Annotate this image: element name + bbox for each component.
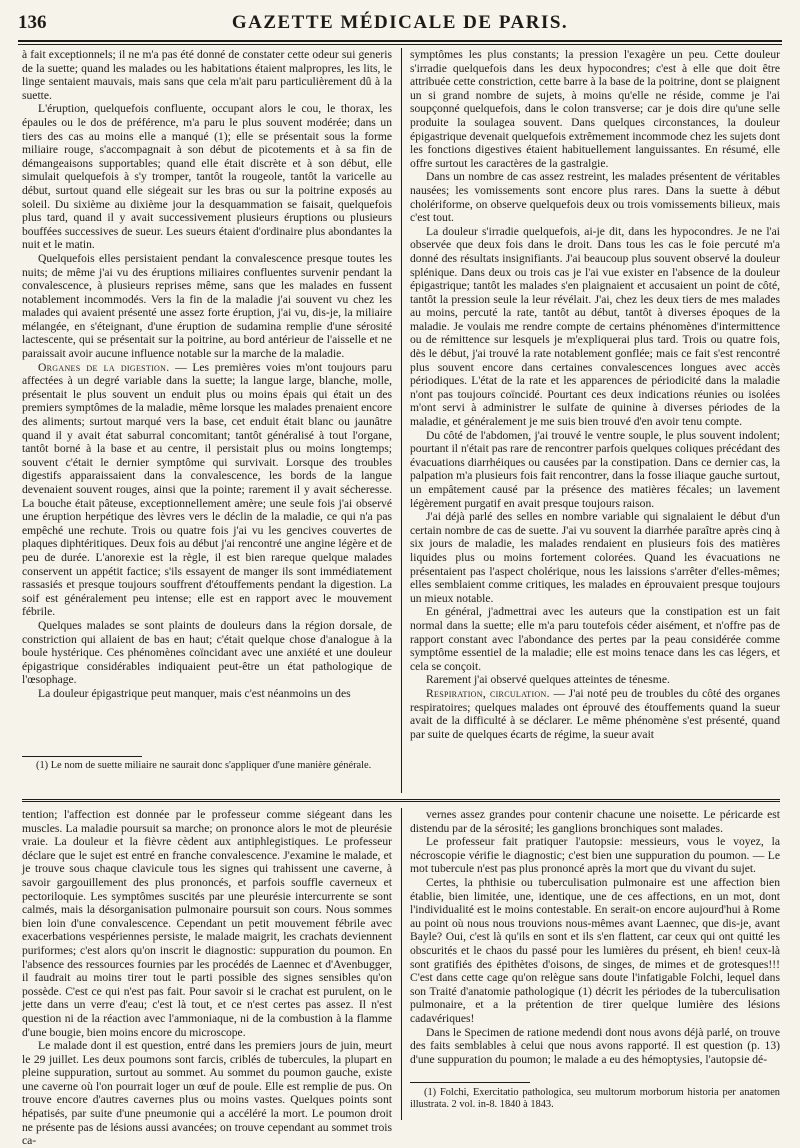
paragraph: à fait exceptionnels; il ne m'a pas été donné de constater cette odeur sui generis de la suette; quand les malades ou les habitations étaient malpropres, les lits, le linge sentaient mauvais, mais sans que cela m'ait paru particulièrement dû à la suette. bbox=[22, 48, 392, 102]
section-paragraph-respiration bbox=[410, 687, 780, 741]
paragraph: Rarement j'ai observé quelques atteintes de ténesme. bbox=[426, 673, 670, 687]
top-left-column bbox=[22, 48, 392, 753]
paragraph: J'ai déjà parlé des selles en nombre variable qui signalaient le début d'un certain nombre de cas de suette. J'ai vu souvent la diarrhée paraître après cinq à six jours de maladie, les malades rendaient en plusieurs fois des matières liquides plus ou moins fortement colorées. Quand les évacuations ne présentaient pas l'aspect cholérique, nous les laissions s'arrêter d'elles-mêmes; elles semblaient comme critiques, les malades en éprouvaient presque toujours un mieux notable. bbox=[410, 510, 780, 605]
paragraph: Dans un nombre de cas assez restreint, les malades présentent de véritables nausées; les vomissements sont encore plus rares. Dans la suette à début cholériforme, on observe quelquefois deux ou trois vomissements bilieux, mais c'est tout. bbox=[410, 170, 780, 225]
paragraph: La douleur épigastrique peut manquer, mais c'est néanmoins un des bbox=[38, 686, 351, 700]
paragraph: La douleur s'irradie quelquefois, ai-je dit, dans les hypocondres. Je ne l'ai observée que deux fois dans le droit. Dans tous les cas le foie percuté m'a donné des résultats insignifiants. J'ai beaucoup plus souvent observé la douleur splénique. Dans deux ou trois cas je l'ai vue exister en l'absence de la douleur épigastrique; tantôt les malades s'en plaignaient et accusaient un point de côté, tantôt la pression seule la leur révélait. J'ai, chez les deux tiers de mes malades au moins, percuté la rate, tantôt au début, tantôt à diverses époques de la maladie. Je voulais me rendre compte de certains phénomènes d'intermittence ou de rémittence sur lesquels je m'expliquerai plus tard. Trois ou quatre fois, dès le début, j'ai trouvé la rate notablement gonflée; mais ce fait s'est rencontré plus souvent encore dans certaines convalescences longues avec accès périodiques. L'état de la rate et les apparences de périodicité dans la maladie n'ont pas toujours coïncidé. Pourtant ces deux indications réunies ou isolées m'ont servi à administrer le sulfate de quinine à diverses périodes de la maladie, et généralement je me suis bien trouvé d'en avoir tenu compte. bbox=[410, 224, 780, 429]
footnote-top-left bbox=[22, 760, 392, 772]
section-paragraph-digestion bbox=[22, 361, 392, 619]
section-heading: Respiration, circulation. bbox=[426, 686, 550, 700]
paragraph: tention; l'affection est donnée par le professeur comme siégeant dans les muscles. La maladie poursuit sa marche; on prononce alors le mot de pleurésie vraie. La douleur et la fièvre cèdent aux antiphlegistiques. Le professeur déclare que le sujet est entré en franche convalescence. J'examine le malade, et je trouve sous chaque clavicule tous les signes qui trahissent une caverne, à savoir gargouillement des plus prononcés, et parfois souffle caverneux et pectoriloquie. Les symptômes suscités par une pleurésie intercurrente se sont calmés, mais la désorganisation pulmonaire poursuit son cours. Nous sommes bien loin d'une convalescence. Cependant un petit mouvement fébrile avec exacerbations vespériennes persiste, le malade maigrit, les crachats deviennent puriformes; c'est alors qu'on inscrit le diagnostic: suppuration du poumon. En l'absence des ressources fournies par les procédés de Laennec et d'Avenbugger, il faudrait au moins tirer tout le parti possible des signes sensibles qu'on possède. C'est ce qui n'est pas fait. Pour savoir si le crachat est purulent, on le jette dans un verre d'eau; c'est là tout, et ce n'est certes pas assez. Il n'est question ni de la réaction avec l'ammoniaque, ni de la combustion à la flamme d'une bougie, bien moins encore du microscope. bbox=[22, 808, 392, 1039]
masthead-title: GAZETTE MÉDICALE DE PARIS. bbox=[231, 12, 569, 33]
paragraph: Du côté de l'abdomen, j'ai trouvé le ventre souple, le plus souvent indolent; pourtant il n'était pas rare de rencontrer parfois quelques coliques précédant des évacuations diarrhéiques ou causées par la constipation. Dans ce dernier cas, la palpation m'a plusieurs fois fait rencontrer, dans la fosse iliaque gauche surtout, un empâtement causé par la présence des matières fécales; un lavement légèrement purgatif en avait presque toujours raison. bbox=[410, 428, 780, 510]
header-rule bbox=[18, 40, 782, 45]
top-right-column bbox=[410, 48, 780, 793]
page-number: 136 bbox=[18, 12, 47, 33]
page-header bbox=[18, 12, 782, 38]
paragraph: Quelques malades se sont plaints de douleurs dans la région dorsale, de constriction qui allaient de bas en haut; c'était quelque chose d'analogue à la boule hystérique. Ces phénomènes coïncidant avec une anxiété et une douleur épigastrique considérables indiquaient peut-être un état pathologique de l'œsophage. bbox=[22, 618, 392, 687]
paragraph: symptômes les plus constants; la pression l'exagère un peu. Cette douleur s'irradie quelquefois dans les deux hypocondres; c'est à elle que doit être attribuée cette constriction, cette barre à la base de la poitrine, dont se plaignent un si grand nombre de sujets, à moins qu'elle ne réside, comme je l'ai soupçonné quelquefois, dans le colon transverse; car je dois dire qu'une selle produite la soulagea souvent. Dans quelques circonstances, la douleur épigastrique devenait quelquefois extrêmement incommode chez les sujets dont les fonctions digestives étaient habituellement languissantes. En résumé, elle offre surtout les caractères de la gastralgie. bbox=[410, 48, 780, 170]
section-heading: Organes de la digestion. bbox=[38, 360, 170, 374]
paragraph: L'éruption, quelquefois confluente, occupant alors le cou, le thorax, les épaules ou le dos de préférence, m'a paru le plus souvent modérée; dans un tiers des cas au moins elle a manqué (1); elle se présentait sous la forme miliaire rouge, s'accompagnait à son début de picotements et à sa fin de démangeaisons supportables; quand elle était discrète et à son début, elle simulait quelquefois à s'y tromper, tantôt la rougeole, tantôt la varicelle au début, surtout quand elle siégeait sur les bras ou sur la poitrine exposés au soleil. Du sixième au dixième jour la desquammation se faisait, quelquefois plus tard, quand il y avait successivement plusieurs éruptions ou plusieurs bouffées successives de sueur. Les sueurs étaient d'ordinaire plus abondantes la nuit et le matin. bbox=[22, 102, 392, 252]
paragraph: Le malade dont il est question, entré dans les premiers jours de juin, meurt le 29 juillet. Les deux poumons sont farcis, criblés de tubercules, la plupart en pleine suppuration, surtout au sommet. Au sommet du poumon gauche, existe une caverne où l'on pourrait loger un œuf de poule. Elle est remplie de pus. On trouve encore d'autres cavernes plus ou moins vastes. Quelques points sont hépatisés, par suite d'une pneumonie qui a accéléré la mort. Le poumon droit ne présente pas de lésions aussi avancées; on trouve cependant au sommet trois ca- bbox=[22, 1039, 392, 1148]
bottom-left-column bbox=[22, 808, 392, 1148]
paragraph: Dans le Specimen de ratione medendi dont nous avons déjà parlé, on trouve des faits semblables à celui que nous avons rapporté. Il est question (p. 13) d'une suppuration du poumon; le malade a eu des hémoptysies, l'autopsie dé- bbox=[410, 1025, 780, 1066]
section-text: — Les premières voies m'ont toujours paru affectées à un degré variable dans la suette; la langue large, blanche, molle, présentait le plus souvent un enduit plus ou moins épais qui était un des premiers symptômes de la maladie, même lorsque les malades prenaient encore des aliments; surtout marqué vers la base, cet enduit était blanc ou jaunâtre quand il y avait état saburral concomitant; tantôt généralisé à tout l'organe, tantôt borné à la base et au centre, il persistait plus ou moins longtemps; souvent c'était le dernier symptôme qui survivait. Lorsque des troubles digestifs apparaissaient dans la convalescence, les bords de la langue devenaient souvent rouges, ainsi que la pointe; rarement il y avait sécheresse. La bouche était pâteuse, exceptionnellement amère; une seule fois j'ai observé une éruption herpétique des lèvres vers le déclin de la maladie, ce qui n'a pas empêché une rechute. Trois ou quatre fois j'ai vu les gencives couvertes de plaques diphtéritiques. Deux fois au début j'ai rencontré une angine légère et de peu de durée. L'anorexie est la règle, il est bien rareque quelque malades conservent un appétit factice; s'ils essayent de manger ils sont immédiatement rassasiés et presque toujours souffrent d'étouffements pendant la digestion. La soif est généralement peu intense; elle est en rapport avec le mouvement fébrile. bbox=[22, 360, 392, 619]
paragraph: En général, j'admettrai avec les auteurs que la constipation est un fait normal dans la suette; elle m'a paru toutefois céder aisément, et n'offre pas de rapport constant avec l'abondance des pertes par la peau considérée comme symptôme essentiel de la maladie; elle est moins tenace dans les cas légers, et cela se conçoit. bbox=[410, 605, 780, 673]
column-rule-bottom bbox=[401, 808, 402, 1120]
footnote-text: (1) Folchi, Exercitatio pathologica, seu multorum morborum historia per anatomen illustrata. 2 vol. in-8. 1840 à 1843. bbox=[410, 1087, 780, 1111]
column-rule-top bbox=[401, 48, 402, 793]
paragraph: Quelquefois elles persistaient pendant la convalescence presque toutes les nuits; de même j'ai vu des éruptions miliaires confluentes survenir pendant la convalescence, à plusieurs reprises même, sans que les malades en fussent notablement incommodés. Vers la fin de la maladie j'ai souvent vu chez les malades qui avaient présenté une assez forte éruption, j'ai vu, dis-je, la miliaire mélangée, en s'éteignant, d'une éruption de sudamina remplie d'une sérosité lactescente, qui se présentait sur la poitrine, au bord antérieur de l'aisselle et ne paraissait avoir aucune influence notable sur la marche de la maladie. bbox=[22, 251, 392, 361]
paragraph: vernes assez grandes pour contenir chacune une noisette. Le péricarde est distendu par de la sérosité; les ganglions bronchiques sont malades. bbox=[410, 808, 780, 835]
paragraph: Certes, la phthisie ou tuberculisation pulmonaire est une affection bien établie, bien limitée, une, identique, une de ces affections, en un mot, dont l'individualité est le moins contestable. En serait-on encore aujourd'hui à Rome au point où nous nous trouvions nous-mêmes avant Laennec, que dis-je, avant Bayle? Oui, c'est là qu'ils en sont et ils s'en flattent, car ceux qui ont quitté les obscurités et le chaos du passé pour les lumières du présent, eh bien! ceux-là sont gratifiés des épithètes d'oisons, de singes, de mimes et de grotesques!!! C'est dans cette cage qu'on relègue sans doute l'infatigable Folchi, lequel dans son Traité d'anatomie pathologique (1) décrit les périodes de la tuberculisation pulmonaire, et a la prétention de tirer quelque lumière des lésions cadavériques! bbox=[410, 875, 780, 1025]
section-text: — J'ai noté peu de troubles du côté des organes respiratoires; quelques malades ont éprouvé des étouffements quand la sueur avait de la difficulté à se déclarer. Le même phénomène s'est présenté, quand par suite de quelques écarts de régime, la sueur avait bbox=[410, 686, 780, 741]
paragraph: Le professeur fait pratiquer l'autopsie: messieurs, vous le voyez, la nécroscopie vérifie le diagnostic; c'est bien une suppuration du poumon. — Le mot tubercule n'est pas plus prononcé après la mort que du vivant du sujet. bbox=[410, 835, 780, 876]
section-divider bbox=[22, 799, 780, 802]
footnote-bottom-right bbox=[410, 1087, 780, 1112]
footnote-rule bbox=[22, 756, 142, 757]
footnote-text: (1) Le nom de suette miliaire ne saurait donc s'appliquer d'une manière générale. bbox=[36, 760, 372, 771]
footnote-rule bbox=[410, 1082, 530, 1083]
bottom-right-column bbox=[410, 808, 780, 1076]
